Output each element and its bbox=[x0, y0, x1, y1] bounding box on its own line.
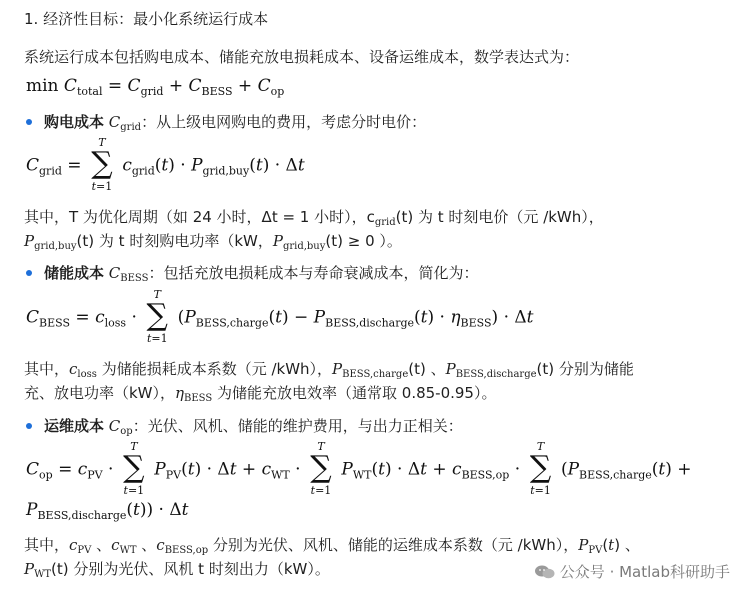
sum-icon: T ∑ t=1 bbox=[91, 136, 113, 193]
op-cost-formula: $C_{op} = c_{PV}$ · T ∑ t=1 $P_{PV}(t) \cdot \Delta t + c_{WT}$ · T ∑ t=1 $P_{WT}(t) \cdot \Delta t + c_{BESS,op}$ · T ∑ t=1 ($P_{BESS,charge}(t)$ + bbox=[26, 440, 692, 497]
sum-icon: T ∑ t=1 bbox=[529, 440, 552, 497]
op-note-line2: $P_{WT}(t)$ 分别为光伏、风机 t 时刻出力（kW）。 bbox=[24, 560, 330, 580]
bess-cost-formula: $C_{BESS} = c_{loss}$ · T ∑ t=1 $(P_{BESS,charge}(t) - P_{BESS,discharge}(t) \cdot \eta_{BESS}) \cdot \Delta t$ bbox=[26, 288, 534, 345]
watermark-text: 公众号 · Matlab科研助手 bbox=[559, 563, 730, 581]
sum-icon: T ∑ t=1 bbox=[146, 288, 168, 345]
bullet-icon bbox=[26, 423, 32, 429]
grid-cost-desc: ：从上级电网购电的费用，考虑分时电价： bbox=[141, 113, 427, 131]
sum-icon: T ∑ t=1 bbox=[123, 440, 145, 497]
grid-cost-formula: $C_{grid}$ = T ∑ t=1 $c_{grid}(t) \cdot P_{grid,buy}(t) \cdot \Delta t$ bbox=[26, 136, 305, 193]
bess-cost-title: 储能成本 bbox=[44, 264, 105, 282]
grid-note-line2: $P_{grid,buy}(t)$ 为 t 时刻购电功率（kW，$P_{grid,buy}(t) \ge 0$ ）。 bbox=[24, 232, 402, 252]
bess-cost-heading: 储能成本 $C_{BESS}$：包括充放电损耗成本与寿命衰减成本，简化为： bbox=[44, 264, 479, 284]
bullet-icon bbox=[26, 270, 32, 276]
intro-text: 系统运行成本包括购电成本、储能充放电损耗成本、设备运维成本，数学表达式为： bbox=[24, 48, 580, 66]
bess-note-line1: 其中，$c_{loss}$ 为储能损耗成本系数（元 /kWh），$P_{BESS,charge}(t)$ 、$P_{BESS,discharge}(t)$ 分别为储能 bbox=[24, 360, 634, 380]
section-heading: 1. 经济性目标：最小化系统运行成本 bbox=[24, 10, 269, 28]
bess-note-line2: 充、放电功率（kW），$\eta_{BESS}$ 为储能充放电效率（通常取 0.85-0.95）。 bbox=[24, 384, 497, 404]
op-cost-formula-cont: $P_{BESS,discharge}(t)) \cdot \Delta t$ bbox=[26, 500, 189, 522]
op-cost-title: 运维成本 bbox=[44, 417, 105, 435]
bess-cost-desc: ：包括充放电损耗成本与寿命衰减成本，简化为： bbox=[148, 264, 479, 282]
op-cost-heading: 运维成本 $C_{op}$：光伏、风机、储能的维护费用，与出力正相关： bbox=[44, 417, 463, 437]
sum-icon: T ∑ t=1 bbox=[310, 440, 332, 497]
grid-cost-heading: 购电成本 $C_{grid}$：从上级电网购电的费用，考虑分时电价： bbox=[44, 113, 427, 133]
wechat-icon bbox=[534, 564, 556, 580]
bullet-icon bbox=[26, 119, 32, 125]
watermark bbox=[534, 561, 730, 582]
grid-note-line1: 其中，T 为优化周期（如 24 小时，Δt = 1 小时），$c_{grid}(t)$ 为 t 时刻电价（元 /kWh）， bbox=[24, 208, 604, 228]
op-cost-desc: ：光伏、风机、储能的维护费用，与出力正相关： bbox=[132, 417, 463, 435]
objective-formula: $\min C_{total} = C_{grid} + C_{BESS} + C_{op}$ bbox=[26, 76, 285, 98]
grid-cost-title: 购电成本 bbox=[44, 113, 105, 131]
op-note-line1: 其中，$c_{PV}$ 、$c_{WT}$ 、$c_{BESS,op}$ 分别为光伏、风机、储能的运维成本系数（元 /kWh），$P_{PV}(t)$ 、 bbox=[24, 536, 640, 556]
